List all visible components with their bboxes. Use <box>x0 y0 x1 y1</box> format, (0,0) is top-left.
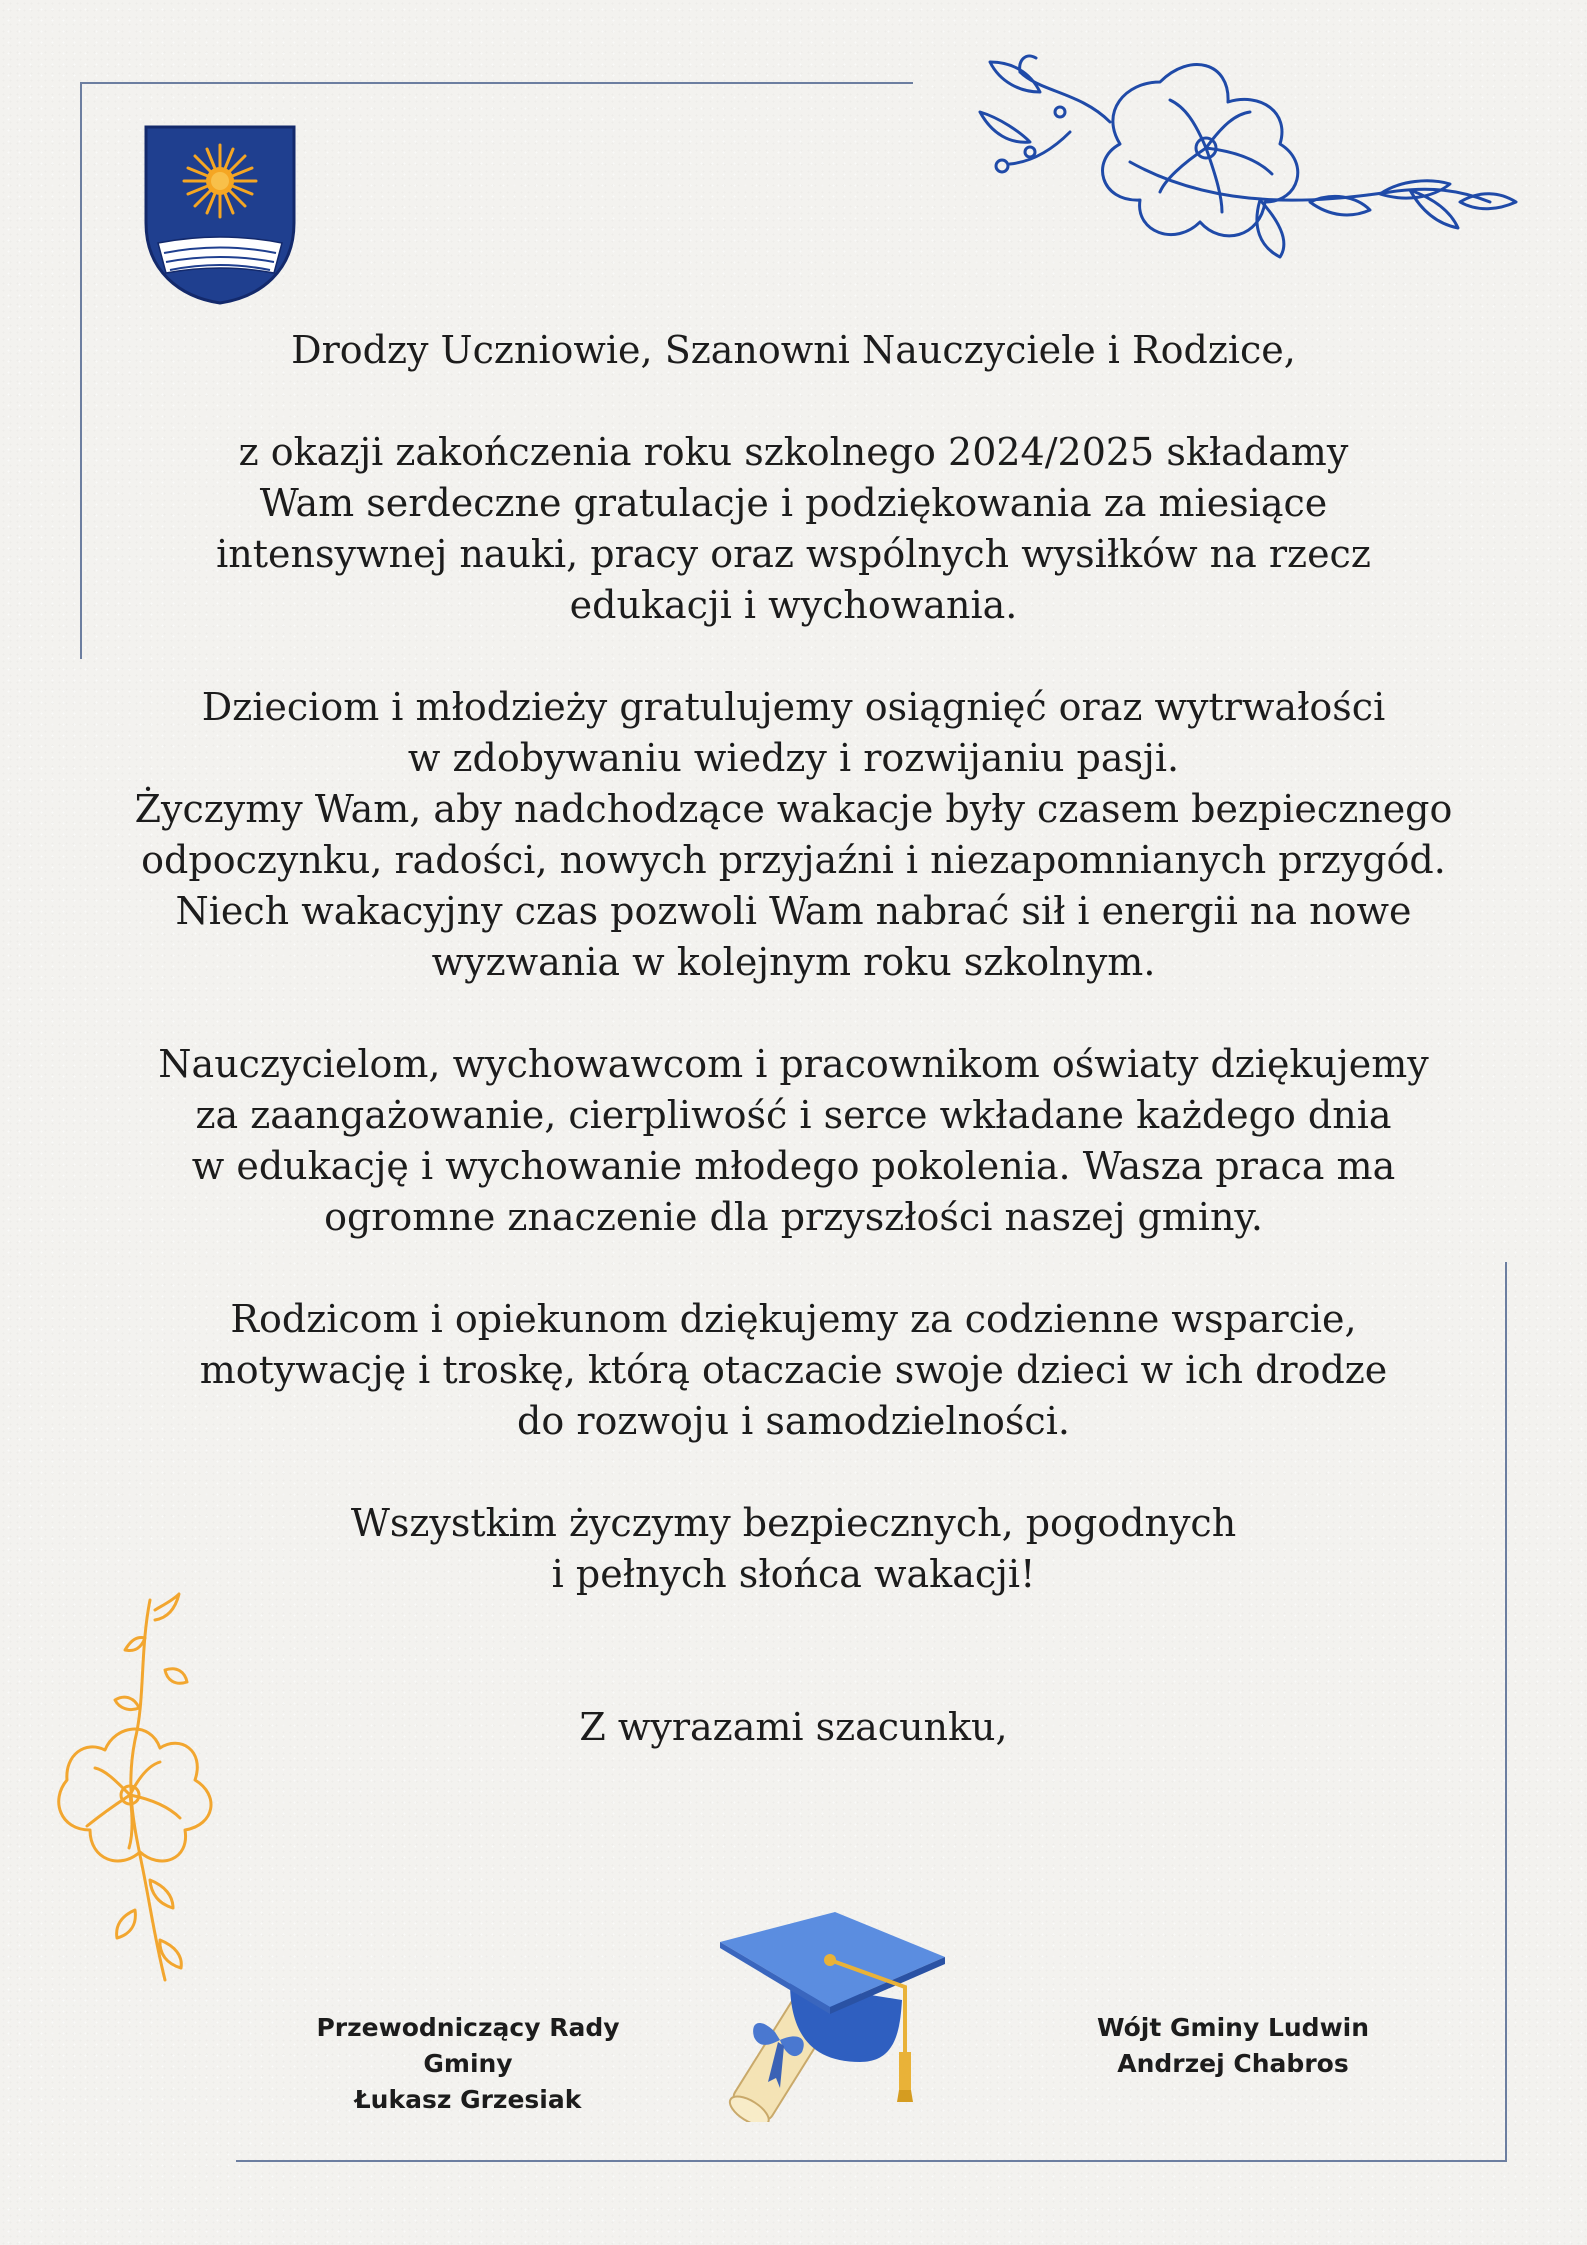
text-line: Życzymy Wam, aby nadchodzące wakacje były czasem bezpiecznego <box>134 787 1453 831</box>
closing <box>60 1702 1527 1753</box>
text-line: Wam serdeczne gratulacje i podziękowania za miesiące <box>259 481 1328 525</box>
paragraph-wishes <box>60 1498 1527 1600</box>
text-line: odpoczynku, radości, nowych przyjaźni i niezapomnianych przygód. <box>141 838 1446 882</box>
frame-bottom-line <box>236 2160 1507 2162</box>
text-line: Dzieciom i młodzieży gratulujemy osiągnięć oraz wytrwałości <box>201 685 1386 729</box>
text-line: intensywnej nauki, pracy oraz wspólnych wysiłków na rzecz <box>216 532 1371 576</box>
paragraph-congratulations <box>60 427 1527 631</box>
graduation-cap-icon <box>680 1912 950 2122</box>
signature-title: Przewodniczący Rady Gminy <box>316 2013 620 2078</box>
text-line: w zdobywaniu wiedzy i rozwijaniu pasji. <box>407 736 1180 780</box>
signature-council-chairman <box>268 2010 668 2118</box>
paragraph-students <box>60 682 1527 988</box>
salutation <box>60 325 1527 376</box>
text-line: Wszystkim życzymy bezpiecznych, pogodnych <box>350 1501 1237 1545</box>
coat-of-arms-icon <box>142 123 298 305</box>
letter-body <box>60 325 1527 1753</box>
text-line: w edukację i wychowanie młodego pokolenia. Wasza praca ma <box>191 1144 1396 1188</box>
signature-mayor <box>1033 2010 1433 2082</box>
text-line: do rozwoju i samodzielności. <box>517 1399 1070 1443</box>
text-line: Niech wakacyjny czas pozwoli Wam nabrać sił i energii na nowe <box>175 889 1412 933</box>
text-line: motywację i troskę, którą otaczacie swoje dzieci w ich drodze <box>199 1348 1388 1392</box>
closing-text: Z wyrazami szacunku, <box>579 1705 1008 1749</box>
salutation-text: Drodzy Uczniowie, Szanowni Nauczyciele i Rodzice, <box>291 328 1296 372</box>
text-line: wyzwania w kolejnym roku szkolnym. <box>431 940 1156 984</box>
signature-title: Wójt Gminy Ludwin <box>1096 2013 1370 2042</box>
signature-name: Łukasz Grzesiak <box>354 2085 582 2114</box>
text-line: ogromne znaczenie dla przyszłości naszej gminy. <box>324 1195 1263 1239</box>
paragraph-teachers <box>60 1039 1527 1243</box>
text-line: Nauczycielom, wychowawcom i pracownikom oświaty dziękujemy <box>158 1042 1429 1086</box>
text-line: Rodzicom i opiekunom dziękujemy za codzienne wsparcie, <box>230 1297 1357 1341</box>
paragraph-parents <box>60 1294 1527 1447</box>
text-line: za zaangażowanie, cierpliwość i serce wkładane każdego dnia <box>195 1093 1392 1137</box>
text-line: i pełnych słońca wakacji! <box>551 1552 1036 1596</box>
signature-name: Andrzej Chabros <box>1117 2049 1349 2078</box>
text-line: edukacji i wychowania. <box>569 583 1018 627</box>
blue-flower-decoration-icon <box>960 52 1520 267</box>
text-line: z okazji zakończenia roku szkolnego 2024/2025 składamy <box>238 430 1349 474</box>
frame-top-line <box>80 82 913 84</box>
